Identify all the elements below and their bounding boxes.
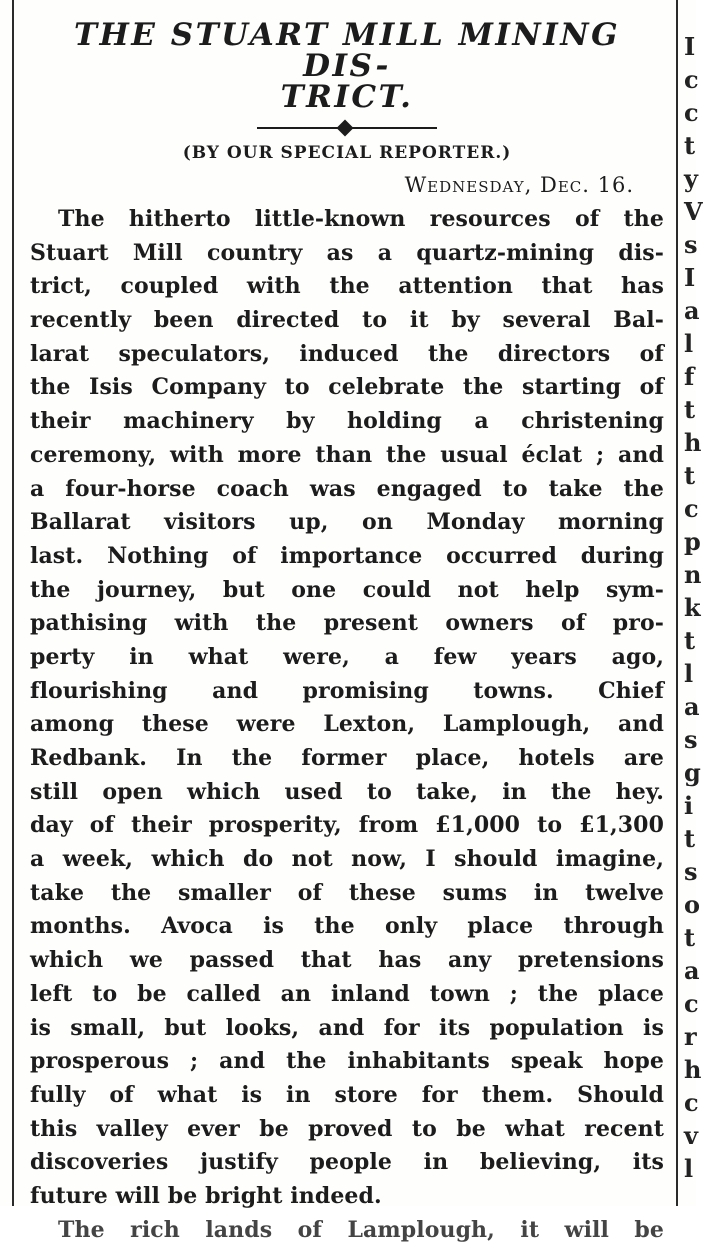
adjacent-column-glyph: r — [684, 1022, 697, 1051]
article-line: day of their prosperity, from £1,000 to £1,300 — [30, 812, 664, 839]
adjacent-column-glyph: t — [684, 923, 696, 952]
article-line: future will be bright indeed. — [30, 1182, 382, 1209]
article-line: a four-horse coach was engaged to take the — [30, 475, 664, 502]
headline — [30, 17, 664, 115]
article-line: last. Nothing of importance occurred during — [30, 542, 664, 569]
article-line: the journey, but one could not help sym- — [30, 576, 664, 603]
adjacent-column-glyph: I — [684, 32, 696, 61]
adjacent-column-glyph: h — [684, 1055, 702, 1084]
adjacent-column-glyph: c — [684, 989, 699, 1018]
adjacent-column-glyph: t — [684, 824, 696, 853]
adjacent-column-glyph: t — [684, 131, 696, 160]
article-line: still open which used to take, in the hey. — [30, 778, 664, 805]
article-line: prosperous ; and the inhabitants speak hope — [30, 1048, 664, 1075]
article-line: their machinery by holding a christening — [30, 408, 664, 435]
article-line: perty in what were, a few years ago, — [30, 643, 664, 670]
adjacent-column-glyph: y — [684, 164, 698, 193]
headline-line-1: THE STUART MILL MINING DIS- — [73, 17, 621, 84]
adjacent-column-glyph: k — [684, 593, 701, 622]
article-line: left to be called an inland town ; the place — [30, 980, 664, 1007]
adjacent-column-glyph: i — [684, 791, 694, 820]
article-line: recently been directed to it by several Bal- — [30, 307, 664, 334]
article-line: a week, which do not now, I should imagine, — [30, 846, 664, 873]
article-line: pathising with the present owners of pro- — [30, 610, 664, 637]
adjacent-column-glyph: s — [684, 857, 698, 886]
article-line: this valley ever be proved to be what recent — [30, 1115, 664, 1142]
adjacent-column-glyph: s — [684, 230, 698, 259]
left-column-rule — [12, 0, 14, 1206]
article-line: which we passed that has any pretensions — [30, 947, 664, 974]
dateline — [30, 169, 664, 201]
adjacent-column-glyph: s — [684, 725, 698, 754]
adjacent-column-glyph: c — [684, 98, 699, 127]
adjacent-column-glyph: c — [684, 494, 699, 523]
adjacent-column-glyph: l — [684, 329, 694, 358]
adjacent-column-glyph: a — [684, 956, 700, 985]
article-line: fully of what is in store for them. Should — [30, 1081, 664, 1108]
article-line: Stuart Mill country as a quartz-mining dis- — [30, 239, 664, 266]
adjacent-column-glyph: h — [684, 428, 702, 457]
adjacent-column-glyph: t — [684, 395, 696, 424]
adjacent-column-glyph: t — [684, 626, 696, 655]
article-line: is small, but looks, and for its population is — [30, 1014, 664, 1041]
right-column-rule — [676, 0, 678, 1206]
adjacent-column-glyph: p — [684, 527, 701, 556]
adjacent-column-glyph: v — [684, 1121, 698, 1150]
headline-line-2: TRICT. — [280, 79, 414, 115]
article-line: months. Avoca is the only place through — [30, 913, 664, 940]
adjacent-column-glyph: I — [684, 263, 696, 292]
article-line: among these were Lexton, Lamplough, and — [30, 711, 664, 738]
article-line: The hitherto little-known resources of the — [58, 206, 664, 232]
adjacent-column-glyph: o — [684, 890, 701, 919]
article-column — [30, 17, 664, 1243]
article-line: the Isis Company to celebrate the starting of — [30, 374, 664, 401]
article-body — [30, 203, 664, 1243]
adjacent-column-glyph: l — [684, 1154, 694, 1183]
adjacent-column-glyph: t — [684, 461, 696, 490]
article-line: Ballarat visitors up, on Monday morning — [30, 509, 664, 536]
adjacent-column-glyph: V — [684, 197, 703, 226]
article-line: discoveries justify people in believing, its — [30, 1149, 664, 1176]
article-line: ceremony, with more than the usual éclat ; and — [30, 441, 664, 468]
article-line: Redbank. In the former place, hotels are — [30, 745, 664, 771]
ornament-divider — [257, 121, 437, 135]
article-line: take the smaller of these sums in twelve — [30, 879, 664, 906]
adjacent-column-glyph: a — [684, 692, 700, 721]
article-line: trict, coupled with the attention that has — [30, 273, 664, 300]
diamond-ornament — [337, 120, 354, 137]
adjacent-column-glyph: a — [684, 296, 700, 325]
adjacent-column-glyph: l — [684, 659, 694, 688]
article-line-cut-off: The rich lands of Lamplough, it will be — [58, 1216, 664, 1243]
adjacent-column-glyph: f — [684, 362, 695, 391]
byline: (BY OUR SPECIAL REPORTER.) — [182, 143, 512, 163]
adjacent-column-glyph: c — [684, 1088, 699, 1117]
adjacent-column-glyph: c — [684, 65, 699, 94]
article-line: larat speculators, induced the directors of — [30, 340, 664, 367]
adjacent-column-glyph: g — [684, 758, 701, 787]
adjacent-column-fragment — [684, 30, 703, 1200]
dateline-text: Wednesday, Dec. 16. — [404, 173, 634, 197]
adjacent-column-glyph: n — [684, 560, 702, 589]
article-line: flourishing and promising towns. Chief — [30, 677, 664, 704]
